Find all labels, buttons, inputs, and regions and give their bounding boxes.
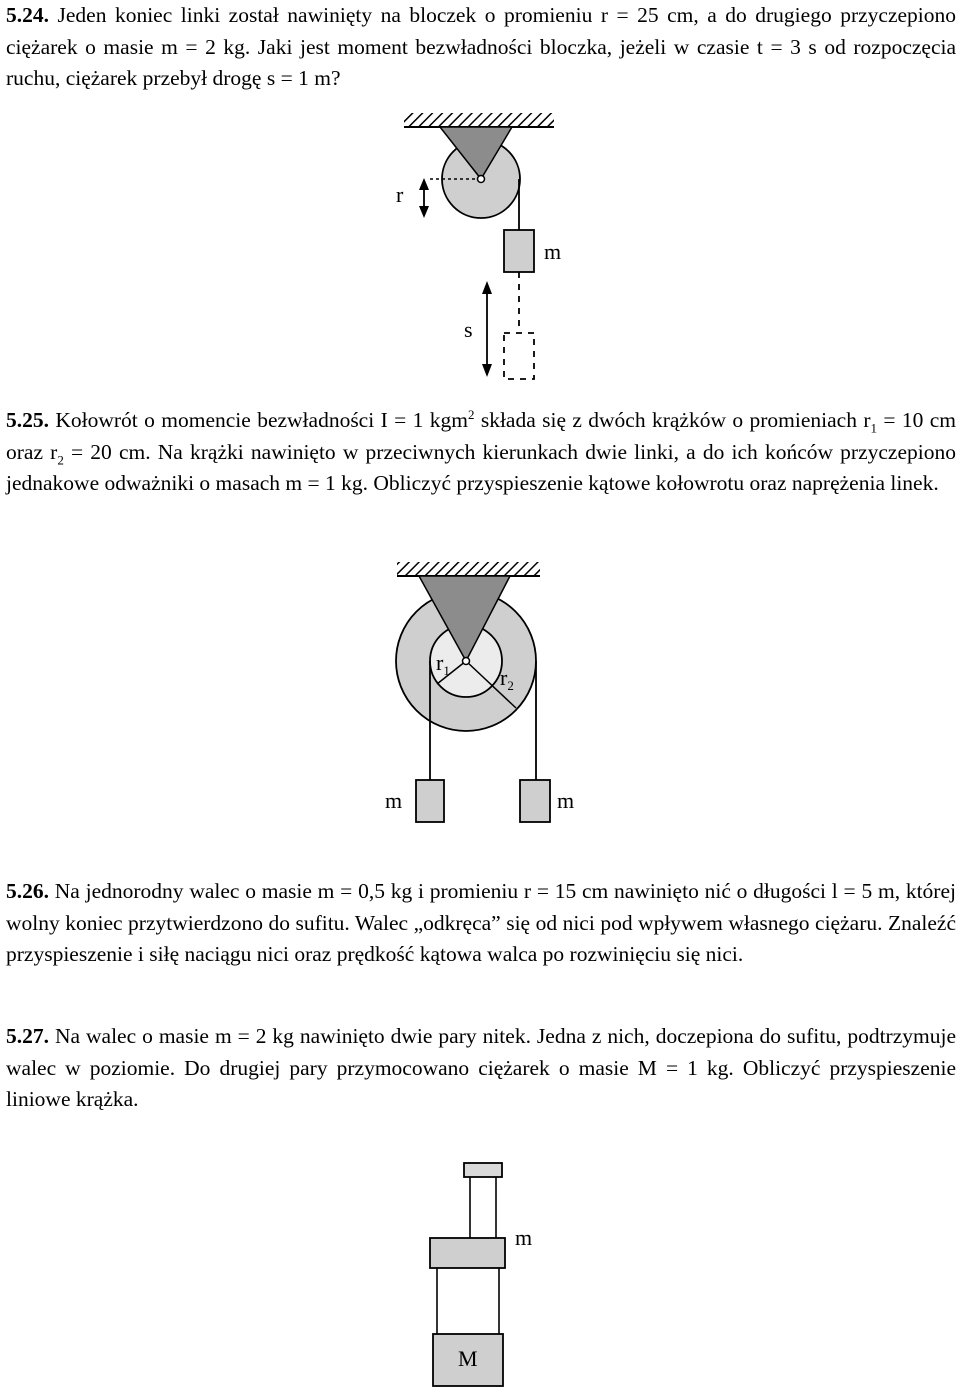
math-time: t = 3 s [756,34,817,59]
math-radius: r = 15 cm [523,879,609,903]
problem-text: . Jaki jest moment bezwładności bloczka, jeżeli w czasie [244,34,757,59]
right-mass-label: m [557,788,575,813]
distance-label: s [464,317,473,342]
math-inertia: I = 1 kgm [380,408,468,432]
math-weight-mass: M = 1 kg [637,1055,729,1080]
math-mass: m = 2 kg [161,34,245,59]
problem-text: . Na krążki nawinięto w przeciwnych kierunkach dwie linki, a do ich końców przyczepiono jednakowe odważniki o masach [6,439,956,495]
problem-text: składa się z dwóch krążków o promieniach [474,408,864,432]
math-mass: m = 1 kg [285,471,363,495]
problem-number: 5.25. [6,408,49,432]
problem-text: . Obliczyć przyspieszenie kątowe kołowrotu oraz naprężenia linek. [362,471,939,495]
math-r2: $r_2 = 20$ cm [50,439,146,467]
cylinder-label: m [515,1225,533,1250]
problem-number: 5.27. [6,1024,49,1048]
math-mass: m = 0,5 kg [317,879,413,903]
problem-text: nawinięto nić o długości [608,879,832,903]
problem-text: . Obliczyć przyspieszenie liniowe krążka. [6,1055,957,1111]
problem-text: Na walec o masie [54,1024,215,1048]
ceiling-bar [464,1163,502,1177]
problem-text: i promieniu [412,879,524,903]
math-length: l = 5 m [831,879,895,903]
problem-number: 5.26. [6,879,49,903]
math-r1: $r_1 = 10$ cm [863,408,956,436]
math-mass: m = 2 kg [214,1024,294,1048]
problem-text: Kołowrót o momencie bezwładności [55,408,381,432]
radius-label: r [396,182,404,207]
math-distance: s = 1 m [266,66,331,90]
r2-label: $r_2$ [500,665,514,693]
problem-text: Na jednorodny walec o masie [54,879,318,903]
left-mass-label: m [385,788,403,813]
problem-number: 5.24. [6,3,49,27]
math-exponent: 2 [467,406,475,422]
problem-text: nawinięto dwie pary nitek. Jedna z nich, doczepiona do sufitu, podtrzymuje walec w poziomie. Do drugiej pary przymocowano ciężarek o masie [6,1024,956,1080]
problem-text: Jeden koniec linki został nawinięty na bloczek o promieniu [57,3,601,27]
problem-text: , której wolny koniec przytwierdzono do sufitu. Walec „odkręca” się od nici pod wpływem własnego ciężaru. Znaleźć przyspieszenie i siłę naciągu nici oraz prędkość kątowa walca po rozwinięciu się nici. [6,879,956,966]
weight-label: M [458,1346,478,1371]
r1-label: $r_1$ [436,650,450,678]
problem-text: od rozpoczęcia ruchu, ciężarek przebył drogę [6,34,957,90]
problem-text: , a do drugiego przyczepiono ciężarek o masie [6,3,956,59]
problem-text: oraz [6,439,51,464]
problem-text: ? [330,66,341,90]
cylinder-body [430,1238,505,1268]
mass-label: m [544,239,562,264]
math-radius: r = 25 cm [600,3,694,27]
